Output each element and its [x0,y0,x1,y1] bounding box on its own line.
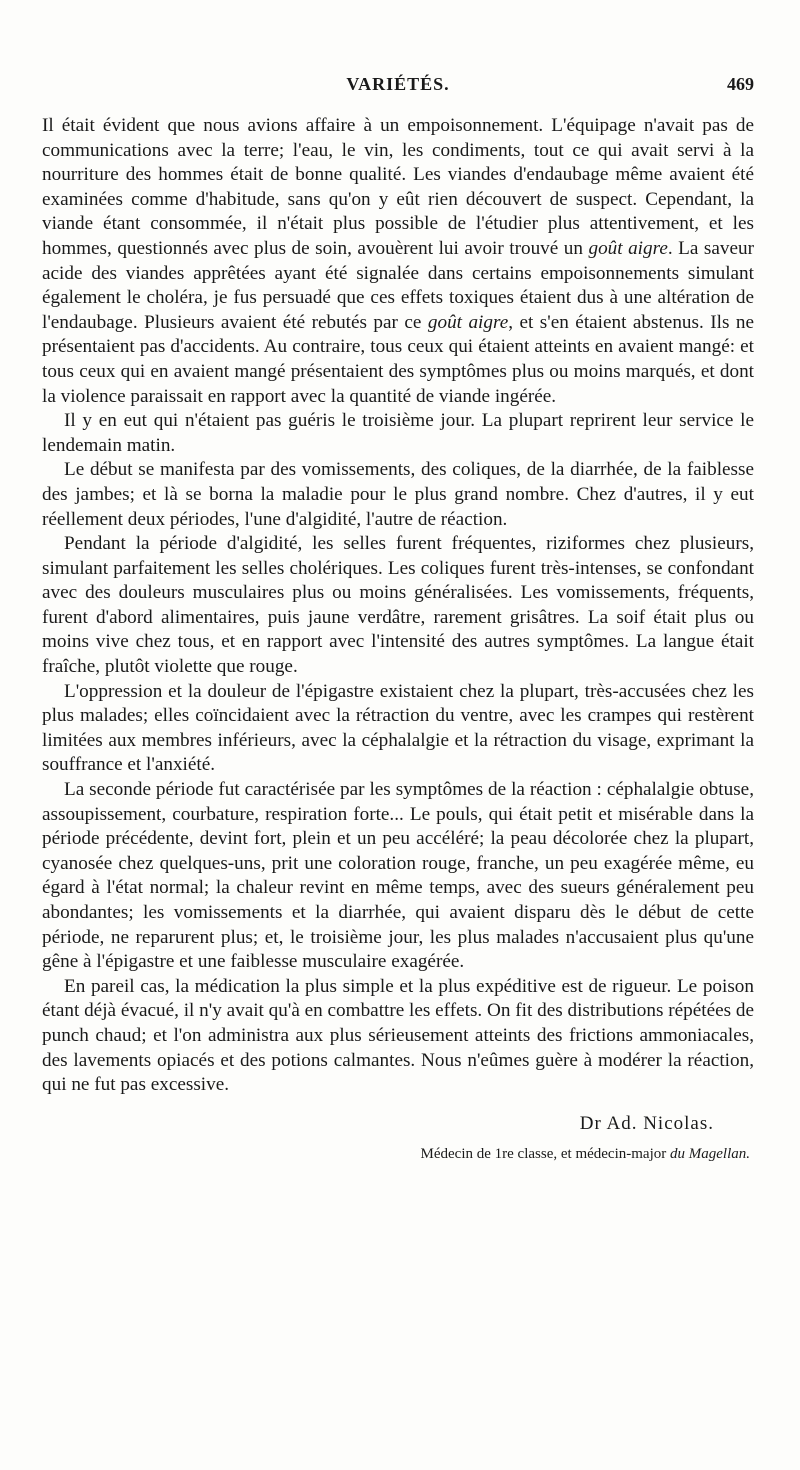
italic-phrase: goût aigre [427,311,509,333]
text-run: Il était évident que nous avions affaire à un empoisonnement. L'équipage n'avait pas de communications avec la terre; l'eau, le vin, les condiments, tout ce qui avait servi à la nourriture des hommes était de bonne qualité. Les viandes d'endaubage même avaient été examinées comme d'habitude, sans qu'on y eût rien découvert de suspect. Cependant, la viande étant consommée, il n'était plus possible de l'étudier plus attentivement, et les hommes, questionnés avec plus de soin, avouèrent lui avoir trouvé un [42,115,754,259]
paragraph [42,532,754,680]
text-run: , et s'en étaient abstenus. Ils ne présentaient pas d'accidents. Au contraire, tous ceux qui étaient atteints en avaient mangé: et tous ceux qui en avaient mangé présentaient des symptômes plus ou moins marqués, et dont la violence paraissait en rapport avec la quantité de viande ingérée. [42,311,754,407]
text-run: Il y en eut qui n'étaient pas guéris le troisième jour. La plupart reprirent leur service le lendemain matin. [42,410,754,456]
text-run: En pareil cas, la médication la plus simple et la plus expéditive est de rigueur. Le poison étant déjà évacué, il n'y avait qu'à en combattre les effets. On fit des distributions répétées de punch chaud; et l'on administra aux plus sérieusement atteints des frictions ammoniacales, des lavements opiacés et des potions calmantes. Nous n'eûmes guère à modérer la réaction, qui ne fut pas excessive. [42,975,754,1096]
paragraph-list [42,114,754,1098]
ship-name: du Magellan. [670,1146,750,1163]
text-run: . La saveur acide des viandes apprêtées ayant été signalée dans certains empoisonnements simulant également le choléra, je fus persuadé que ces effets toxiques étaient dus à une altération de l'endaubage. Plusieurs avaient été rebutés par ce [42,237,754,333]
article-body [42,114,754,1167]
text-run: La seconde période fut caractérisée par les symptômes de la réaction : céphalalgie obtuse, assoupissement, courbature, respiration forte... Le pouls, qui était petit et misérable dans la période précédente, devint fort, plein et un peu accéléré; la peau décolorée chez la plupart, cyanosée chez quelques-uns, prit une coloration rouge, franche, un peu exagérée même, eu égard à l'état normal; la chaleur revint en même temps, avec des sueurs généralement peu abondantes; les vomissements et la diarrhée, qui avaient disparu dès le début de cette période, ne reparurent plus; et, le troisième jour, les plus malades n'accusaient plus qu'une gêne à l'épigastre et une faiblesse musculaire exagérée. [42,779,754,973]
italic-phrase: goût aigre [588,237,668,259]
paragraph [42,114,754,409]
text-run: L'oppression et la douleur de l'épigastre existaient chez la plupart, très-accusées chez les plus malades; elles coïncidaient avec la rétraction du ventre, avec les crampes qui restèrent limitées aux membres inférieurs, avec la céphalalgie et la rétraction du visage, exprimant la souffrance et l'anxiété. [42,680,754,776]
author-credential [42,1142,754,1167]
paragraph [42,409,754,458]
text-run: Pendant la période d'algidité, les selles furent fréquentes, riziformes chez plusieurs, simulant parfaitement les selles cholériques. Les coliques furent très-intenses, se confondant avec des douleurs musculaires plus ou moins généralisées. Les vomissements, fréquents, furent d'abord alimentaires, puis jaune verdâtre, rarement grisâtres. La soif était plus ou moins vive chez tous, et en rapport avec l'intensité des autres symptômes. La langue était fraîche, plutôt violette que rouge. [42,533,754,678]
running-title: VARIÉTÉS. [346,74,450,94]
page-header [42,74,754,102]
paragraph [42,778,754,975]
paragraph [42,680,754,778]
paragraph [42,975,754,1098]
author-signature: Dr Ad. Nicolas. [579,1112,714,1134]
paragraph [42,458,754,532]
page-number: 469 [727,74,754,94]
credential-text: Médecin de 1re classe, et médecin-major [420,1146,670,1163]
text-run: Le début se manifesta par des vomissements, des coliques, de la diarrhée, de la faiblesse des jambes; et là se borna la maladie pour le plus grand nombre. Chez d'autres, il y eut réellement deux périodes, l'une d'algidité, l'autre de réaction. [42,459,754,530]
